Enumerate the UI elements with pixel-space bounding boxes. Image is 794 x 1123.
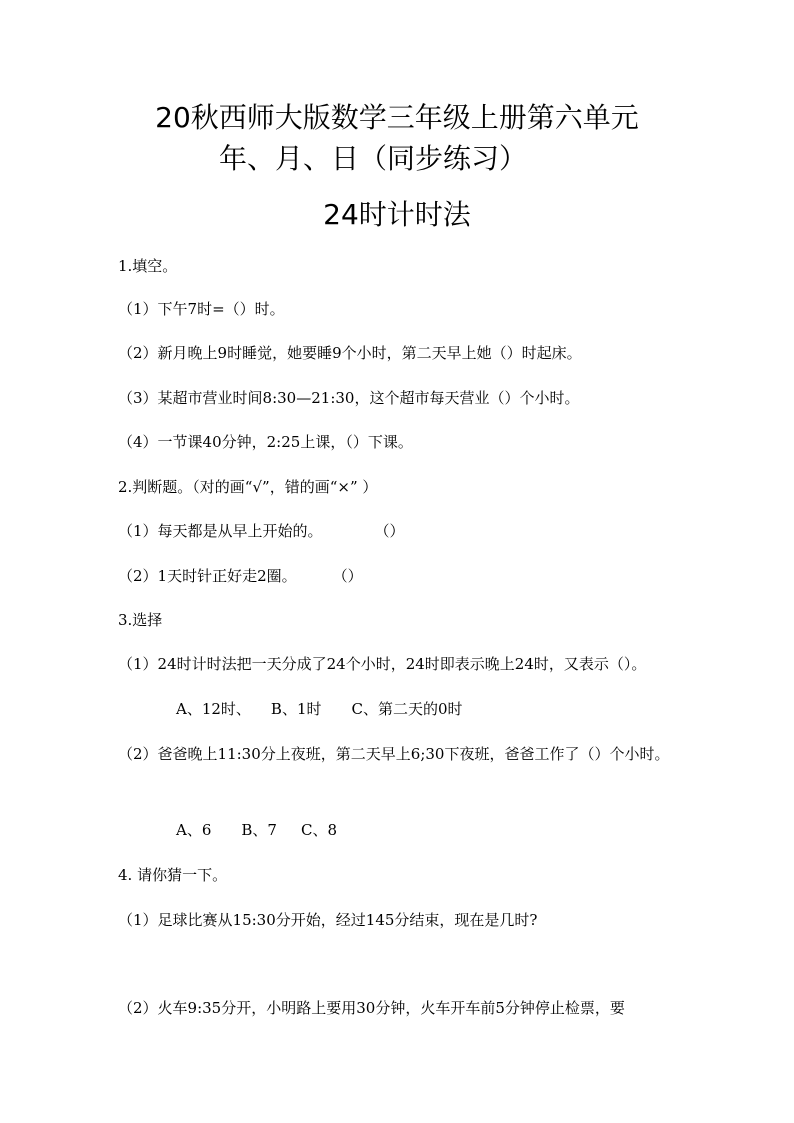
section-1-question-4: （4）一节课40分钟，2:25上课，（）下课。 (118, 433, 413, 451)
option-a: A、12时、 (176, 700, 251, 718)
section-3-question-1: （1）24时计时法把一天分成了24个小时，24时即表示晚上24时，又表示（）。 (118, 655, 647, 673)
section-1-question-2: （2）新月晚上9时睡觉，她要睡9个小时，第二天早上她（）时起床。 (118, 344, 582, 362)
section-2-question-2 (118, 566, 363, 586)
section-4-question-1: （1）足球比赛从15:30分开始，经过145分结束，现在是几时? (118, 911, 538, 929)
section-4-question-2: （2）火车9:35分开，小明路上要用30分钟，火车开车前5分钟停止检票，要 (118, 999, 625, 1017)
section-4-heading: 4. 请你猜一下。 (118, 866, 228, 884)
option-b: B、7 (241, 821, 277, 839)
answer-blank: （） (374, 522, 405, 540)
section-2-question-1 (118, 521, 405, 541)
section-3-heading: 3.选择 (118, 611, 163, 629)
question-text: （2）1天时针正好走2圈。 (118, 567, 297, 585)
option-c: C、8 (300, 821, 337, 839)
section-3-question-2: （2）爸爸晚上11:30分上夜班，第二天早上6;30下夜班，爸爸工作了（）个小时。 (118, 745, 670, 763)
section-1-question-3: （3）某超市营业时间8:30—21:30，这个超市每天营业（）个小时。 (118, 389, 580, 407)
question-text: （1）每天都是从早上开始的。 (118, 522, 323, 540)
option-a: A、6 (176, 821, 212, 839)
section-1-question-1: （1）下午7时=（）时。 (118, 300, 285, 318)
option-c: C、第二天的0时 (351, 700, 463, 718)
section-3-question-1-options (176, 699, 463, 719)
section-1-heading: 1.填空。 (118, 257, 178, 275)
title-line-2: 年、月、日（同步练习） (218, 142, 527, 175)
title-line-3: 24时计时法 (323, 198, 471, 231)
section-2-heading: 2.判断题。（对的画“√”，错的画“×” ） (118, 478, 378, 496)
section-3-question-2-options (176, 820, 337, 840)
title-line-1: 20秋西师大版数学三年级上册第六单元 (155, 101, 639, 134)
option-b: B、1时 (270, 700, 322, 718)
answer-blank: （） (332, 567, 363, 585)
